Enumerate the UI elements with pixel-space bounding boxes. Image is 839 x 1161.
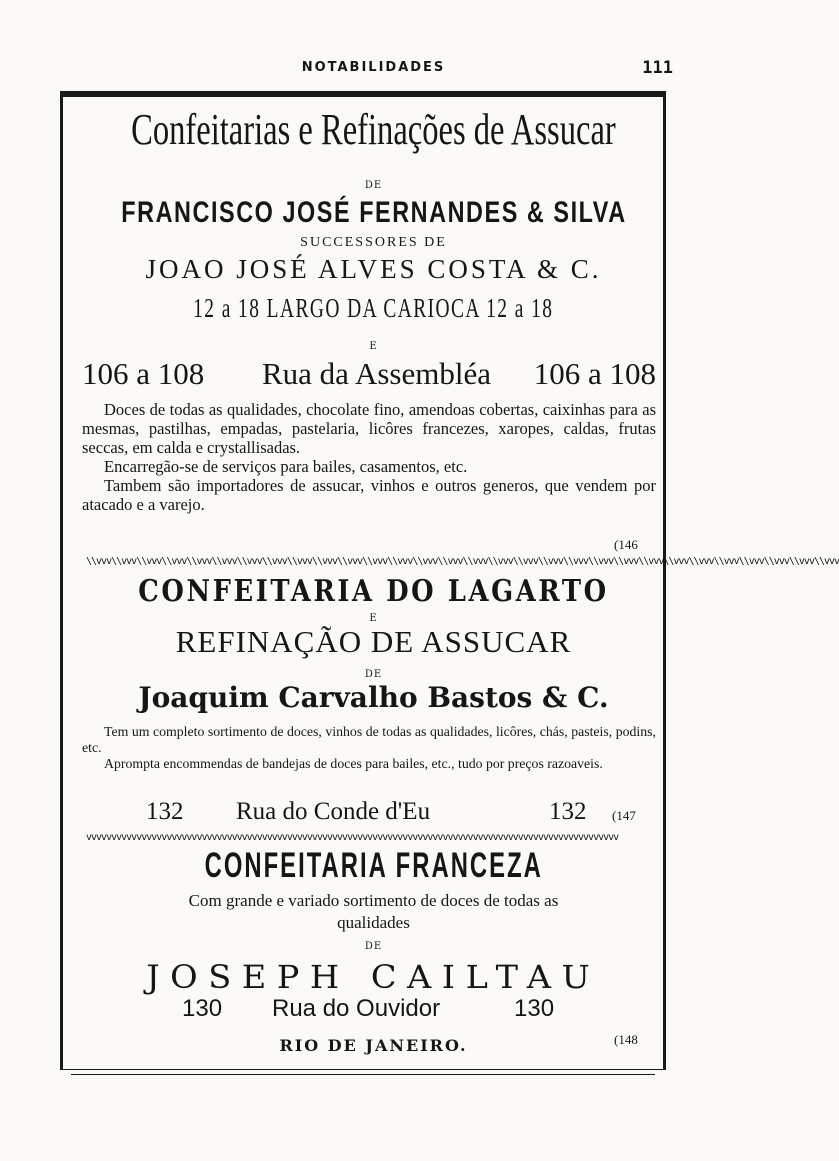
ad3-de: DE xyxy=(364,941,383,952)
ad3-city: RIO DE JANEIRO. xyxy=(279,1036,468,1055)
ad1-address2 xyxy=(82,356,658,396)
ad1-de: DE xyxy=(364,180,383,191)
ad3-address-num-left: 130 xyxy=(182,995,223,1022)
ad2-paragraph1: Tem um completo sortimento de doces, vinhos de todas as qualidades, licôres, chás, pasteis, podins, etc. xyxy=(82,724,656,755)
running-title: NOTABILIDADES xyxy=(301,60,446,75)
page-number: 111 xyxy=(642,58,673,78)
ad3-line2: qualidades xyxy=(337,913,410,932)
ad2-address-num-right: 132 xyxy=(549,798,587,825)
ad2-company: Joaquim Carvalho Bastos & C. xyxy=(138,681,609,714)
ad1-title-wrap xyxy=(0,104,747,155)
ad1-address1: 12 a 18 LARGO DA CARIOCA 12 a 18 xyxy=(193,293,554,323)
ad1-company: FRANCISCO JOSÉ FERNANDES & SILVA xyxy=(120,196,627,229)
divider2: vvvvvvvvvvvvvvvvvvvvvvvvvvvvvvvvvvvvvvvvvvvvvvvvvvvvvvvvvvvvvvvvvvvvvvvvvvvvvvvvvvvvvvvvvvvvvvvvvvvvvvvvvv xyxy=(86,832,619,843)
ad1-address2-street: Rua da Assembléa xyxy=(262,356,492,391)
ad1-address1-wrap xyxy=(0,293,747,324)
ad2-title: CONFEITARIA DO LAGARTO xyxy=(138,574,609,609)
ad3-address-num-right: 130 xyxy=(514,995,555,1022)
ad3-title-wrap xyxy=(0,846,747,886)
ad2-e: E xyxy=(369,613,378,624)
ad3-address-street: Rua do Ouvidor xyxy=(272,995,441,1022)
ad2-address xyxy=(82,798,658,832)
ad1-paragraph3: Tambem são importadores de assucar, vinhos e outros generos, que vendem por atacado e a varejo. xyxy=(82,476,656,514)
divider1: \\vvv\\vvv\\vvv\\vvv\\vvv\\vvv\\vvv\\vvv\\vvv\\vvv\\vvv\\vvv\\vvv\\vvv\\vvv\\vvv\\vvv\\vvv\\vvv\\vvv\\vvv\\vvv\\vvv\\vvv\\vvv\\vvv\\vvv\\vvv\\vvv\\vvv xyxy=(86,556,839,567)
ad2-ref: (147 xyxy=(612,808,636,823)
ad1-and: E xyxy=(369,341,378,352)
page-header xyxy=(0,58,747,82)
ad3-company-wrap xyxy=(0,958,747,996)
ad1-successors-label: SUCCESSORES DE xyxy=(300,235,447,250)
ad2-address-street: Rua do Conde d'Eu xyxy=(236,798,431,825)
ad1-predecessor: JOAO JOSÉ ALVES COSTA & C. xyxy=(145,254,602,284)
ad1-paragraph1: Doces de todas as qualidades, chocolate fino, amendoas cobertas, caixinhas para as mesmas, pastilhas, empadas, pastelaria, licôres francezes, xaropes, caldas, frutas seccas, em calda e crystallisadas. xyxy=(82,400,656,457)
ad2-paragraph2: Aprompta encommendas de bandejas de doces para bailes, etc., tudo por preços razoaveis. xyxy=(104,756,603,771)
ad3-ref: (148 xyxy=(614,1032,638,1047)
ad2-body xyxy=(82,724,656,772)
ad1-body xyxy=(82,400,656,514)
ad1-paragraph2: Encarregão-se de serviços para bailes, casamentos, etc. xyxy=(104,457,468,476)
ad2-title-wrap xyxy=(0,574,747,609)
ad3-address xyxy=(82,995,658,1029)
ad1-title: Confeitarias e Refinações de Assucar xyxy=(131,105,616,154)
ad1-address2-num-left: 106 a 108 xyxy=(82,356,205,391)
ad2-address-num-left: 132 xyxy=(146,798,184,825)
ad3-company: JOSEPH CAILTAU xyxy=(146,958,601,996)
ad1-ref: (146 xyxy=(614,537,638,552)
ad2-de: DE xyxy=(364,669,383,680)
ad1-company-wrap xyxy=(0,196,747,230)
ad3-title: CONFEITARIA FRANCEZA xyxy=(204,846,543,885)
ad1-address2-num-right: 106 a 108 xyxy=(533,356,656,391)
ad2-subtitle: REFINAÇÃO DE ASSUCAR xyxy=(175,624,572,659)
ad3-line1: Com grande e variado sortimento de doces de todas as xyxy=(188,891,559,910)
